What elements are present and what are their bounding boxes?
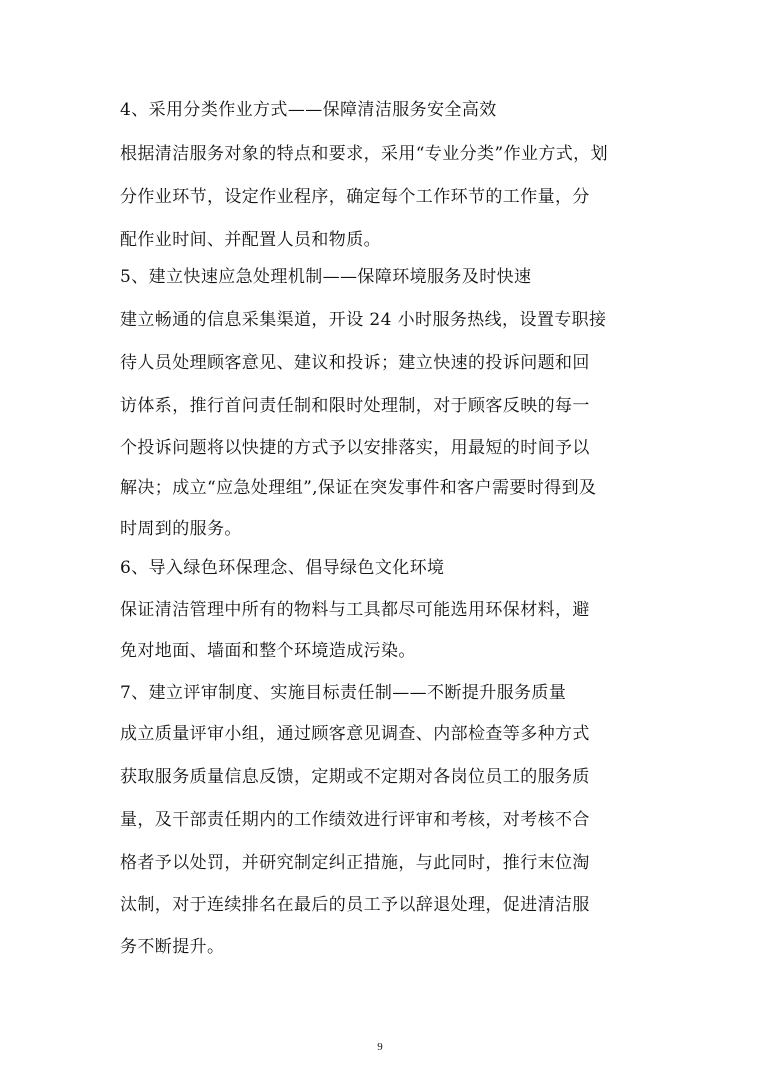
section-5-heading: 5、建立快速应急处理机制——保障环境服务及时快速 [120, 267, 532, 287]
body-text-line: 务不断提升。 [120, 937, 225, 957]
section-7-heading: 7、建立评审制度、实施目标责任制——不断提升服务质量 [120, 683, 567, 703]
section-4-heading: 4、采用分类作业方式——保障清洁服务安全高效 [120, 100, 497, 120]
body-text-line: 量，及干部责任期内的工作绩效进行评审和考核，对考核不合 [120, 810, 590, 830]
body-text-line: 保证清洁管理中所有的物料与工具都尽可能选用环保材料，避 [120, 600, 590, 620]
body-text-line: 个投诉问题将以快捷的方式予以安排落实，用最短的时间予以 [120, 438, 590, 458]
body-text-line: 建立畅通的信息采集渠道，开设 24 小时服务热线，设置专职接 [120, 310, 607, 330]
body-text-line: 根据清洁服务对象的特点和要求，采用“专业分类”作业方式，划 [120, 144, 608, 164]
body-text-line: 汰制，对于连续排名在最后的员工予以辞退处理，促进清洁服 [120, 895, 590, 915]
body-text-line: 时周到的服务。 [120, 519, 242, 539]
body-text-line: 免对地面、墙面和整个环境造成污染。 [120, 641, 416, 661]
section-6-heading: 6、导入绿色环保理念、倡导绿色文化环境 [120, 558, 445, 578]
body-text-line: 待人员处理顾客意见、建议和投诉；建立快速的投诉问题和回 [120, 353, 590, 373]
body-text-line: 获取服务质量信息反馈，定期或不定期对各岗位员工的服务质 [120, 767, 590, 787]
body-text-line: 分作业环节，设定作业程序，确定每个工作环节的工作量，分 [120, 187, 590, 207]
body-text-line: 格者予以处罚，并研究制定纠正措施，与此同时，推行末位淘 [120, 853, 590, 873]
body-text-line: 成立质量评审小组，通过顾客意见调查、内部检查等多种方式 [120, 724, 590, 744]
body-text-line: 访体系，推行首问责任制和限时处理制，对于顾客反映的每一 [120, 396, 590, 416]
body-text-line: 解决；成立“应急处理组”,保证在突发事件和客户需要时得到及 [120, 478, 597, 498]
page-number: 9 [377, 1041, 383, 1053]
body-text-line: 配作业时间、并配置人员和物质。 [120, 230, 381, 250]
